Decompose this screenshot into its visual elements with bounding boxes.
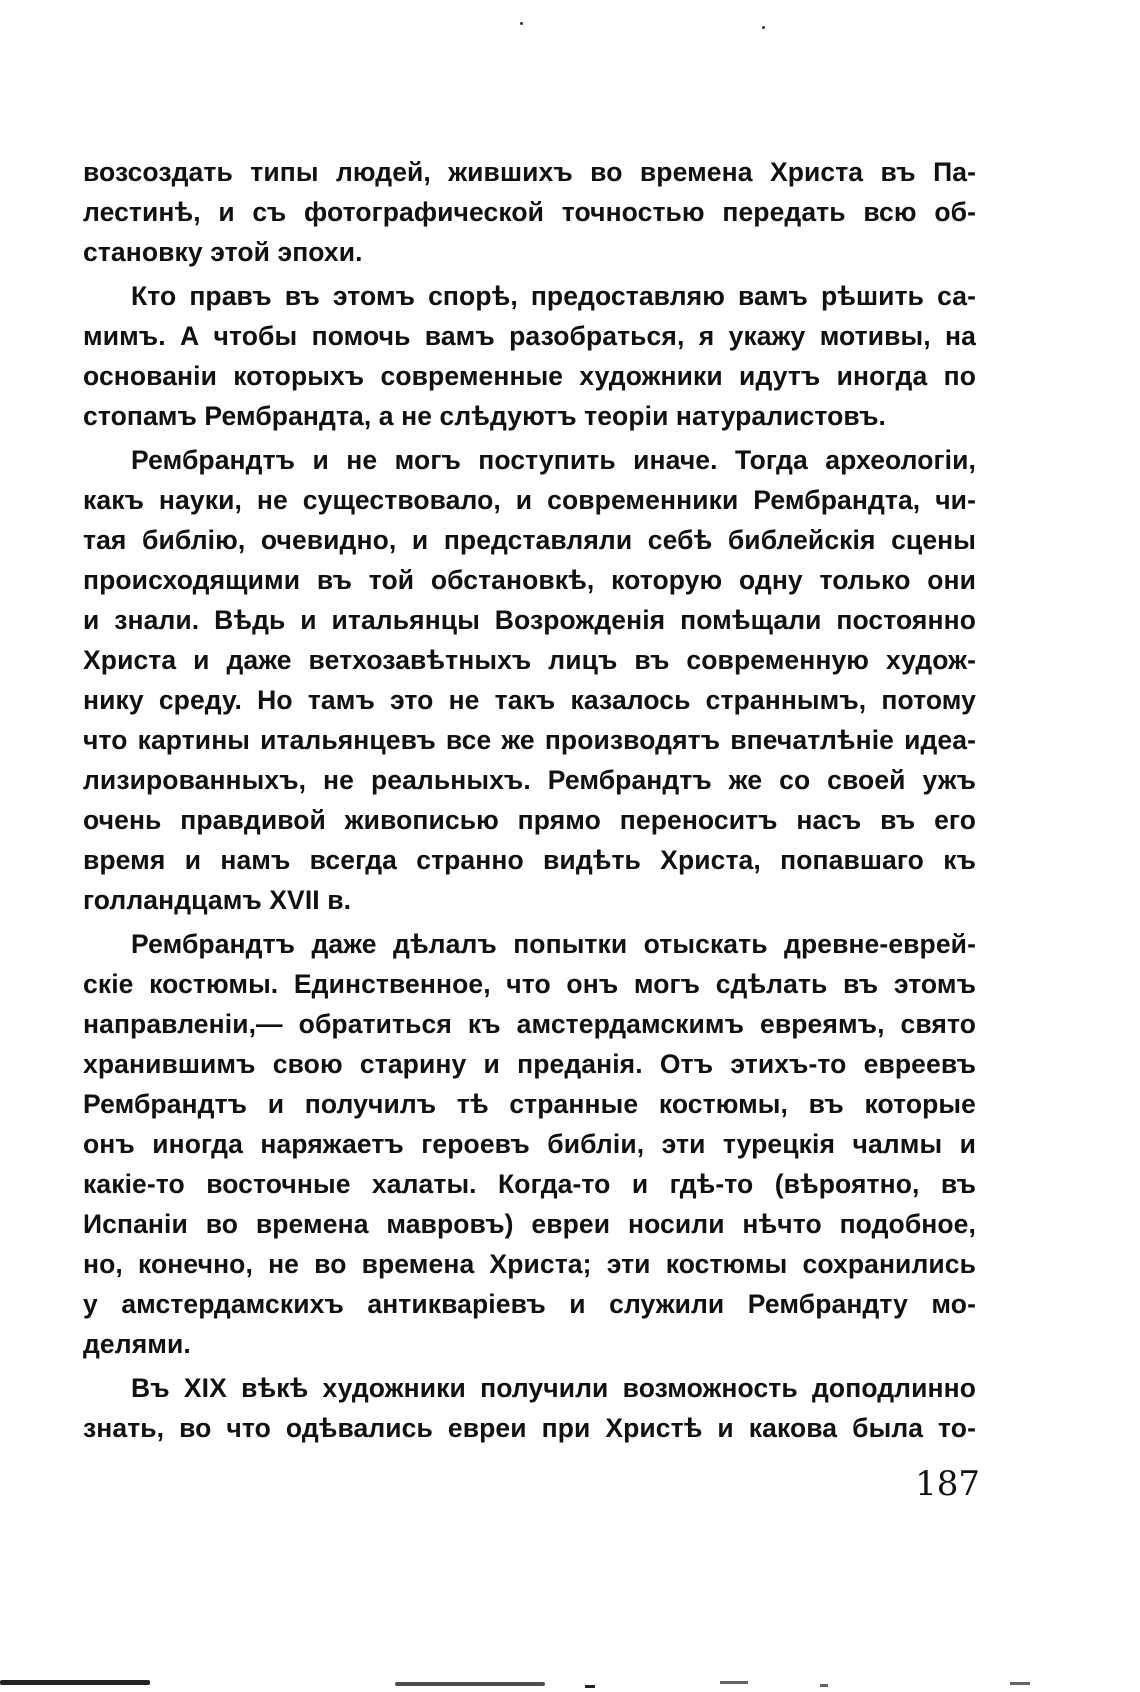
text-line: хранившимъ свою старину и преданiя. Отъ этихъ-то евреевъ <box>83 1049 976 1079</box>
text-line: какiе-то восточные халаты. Когда-то и гдѣ-то (вѣроятно, въ <box>83 1169 976 1199</box>
scan-artifact <box>0 1680 150 1685</box>
text-line: Христа и даже ветхозавѣтныхъ лицъ въ современную худож- <box>83 645 976 675</box>
text-line: какъ науки, не существовало, и современники Рембрандта, чи- <box>83 485 976 515</box>
text-line: происходящими въ той обстановкѣ, которую одну только они <box>83 565 976 595</box>
text-line: голландцамъ XVII в. <box>83 885 352 915</box>
text-line: стопамъ Рембрандта, а не слѣдуютъ теорiи натуралистовъ. <box>83 401 887 431</box>
page-number: 187 <box>915 1464 980 1504</box>
text-line: тая библiю, очевидно, и представляли себѣ библейскiя сцены <box>83 525 976 555</box>
scan-speck <box>520 22 523 25</box>
text-line: Кто правъ въ этомъ спорѣ, предоставляю вамъ рѣшить са- <box>131 281 976 311</box>
text-line: онъ иногда наряжаетъ героевъ библiи, эти турецкiя чалмы и <box>83 1129 976 1159</box>
text-line: Рембрандтъ даже дѣлалъ попытки отыскать древне-еврей- <box>131 929 976 959</box>
scan-artifact <box>720 1681 748 1684</box>
text-line: основанiи которыхъ современные художники идутъ иногда по <box>83 361 976 391</box>
text-line: становку этой эпохи. <box>83 237 363 267</box>
text-line: знать, во что одѣвались евреи при Христѣ и какова была то- <box>83 1413 976 1443</box>
scan-speck <box>762 26 765 29</box>
text-line: очень правдивой живописью прямо переноситъ насъ въ его <box>83 805 976 835</box>
text-line: что картины итальянцевъ все же производятъ впечатлѣнiе идеа- <box>83 725 976 755</box>
text-line: и знали. Вѣдь и итальянцы Возрожденiя помѣщали постоянно <box>83 605 976 635</box>
text-line: нику среду. Но тамъ это не такъ казалось страннымъ, потому <box>83 685 976 715</box>
text-line: лизированныхъ, не реальныхъ. Рембрандтъ же со своей ужъ <box>83 765 976 795</box>
scan-artifact <box>585 1685 595 1688</box>
text-line: делями. <box>83 1329 191 1359</box>
text-line: Испанiи во времена мавровъ) евреи носили нѣчто подобное, <box>83 1209 976 1239</box>
text-line: Рембрандтъ и не могъ поступить иначе. Тогда археологiи, <box>131 445 976 475</box>
text-line: мимъ. А чтобы помочь вамъ разобраться, я укажу мотивы, на <box>83 321 976 351</box>
text-line: скiе костюмы. Единственное, что онъ могъ сдѣлать въ этомъ <box>83 969 976 999</box>
scan-artifact <box>1010 1682 1030 1685</box>
scan-artifact <box>820 1684 828 1687</box>
text-line: Въ XIX вѣкѣ художники получили возможность доподлинно <box>131 1373 976 1403</box>
text-line: направленiи,— обратиться къ амстердамскимъ евреямъ, свято <box>83 1009 976 1039</box>
text-line: лестинѣ, и съ фотографической точностью передать всю об- <box>83 197 976 227</box>
text-line: у амстердамскихъ антикварiевъ и служили Рембрандту мо- <box>83 1289 976 1319</box>
text-line: но, конечно, не во времена Христа; эти костюмы сохранились <box>83 1249 976 1279</box>
scan-artifact <box>395 1682 545 1686</box>
text-line: Рембрандтъ и получилъ тѣ странные костюмы, въ которые <box>83 1089 976 1119</box>
text-line: время и намъ всегда странно видѣть Христа, попавшаго къ <box>83 845 976 875</box>
text-line: возсоздать типы людей, жившихъ во времена Христа въ Па- <box>83 157 976 187</box>
